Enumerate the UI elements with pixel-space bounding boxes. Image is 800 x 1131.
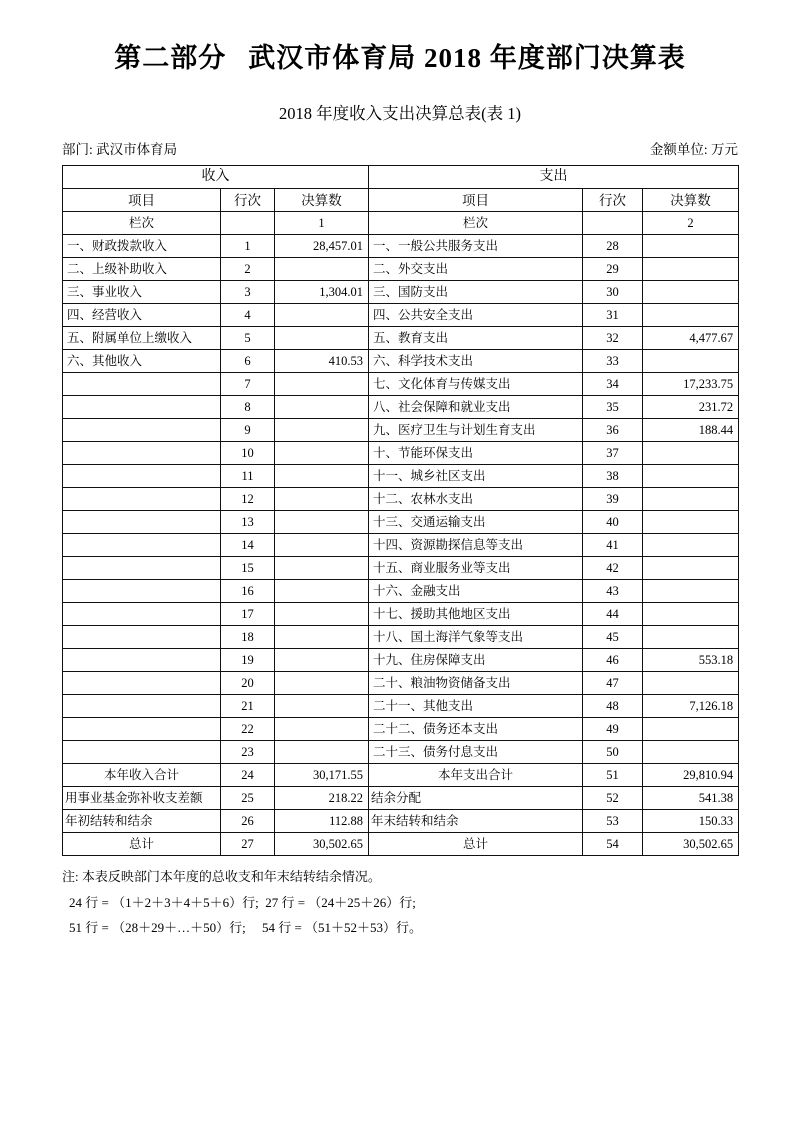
income-item-label: 六、其他收入 — [63, 350, 221, 373]
expense-amount: 188.44 — [643, 419, 739, 442]
expense-row-number: 30 — [583, 281, 643, 304]
expense-row-number: 37 — [583, 442, 643, 465]
income-row-number: 13 — [221, 511, 275, 534]
income-row-number: 2 — [221, 258, 275, 281]
document-title — [0, 0, 800, 74]
table-row — [63, 419, 739, 442]
expense-item-label: 五、教育支出 — [369, 327, 583, 350]
grand-total-amount-income: 30,502.65 — [275, 833, 369, 856]
ending-carryover-rownum: 53 — [583, 810, 643, 833]
income-item-label — [63, 465, 221, 488]
income-row-number: 22 — [221, 718, 275, 741]
table-column-header-row — [63, 189, 739, 212]
income-item-label: 四、经营收入 — [63, 304, 221, 327]
income-item-label — [63, 442, 221, 465]
fund-offset-label: 用事业基金弥补收支差额 — [63, 787, 221, 810]
income-item-label — [63, 580, 221, 603]
table-row — [63, 465, 739, 488]
grand-total-rownum-income: 27 — [221, 833, 275, 856]
table-row-carryover — [63, 810, 739, 833]
table-section-header-row — [63, 166, 739, 189]
income-item-label — [63, 603, 221, 626]
section-header-income: 收入 — [63, 166, 369, 189]
income-amount — [275, 465, 369, 488]
income-item-label — [63, 511, 221, 534]
income-amount — [275, 511, 369, 534]
grand-total-label-income: 总计 — [63, 833, 221, 856]
income-row-number: 10 — [221, 442, 275, 465]
note-line-3: 51 行 = （28＋29＋…＋50）行; 54 行 = （51＋52＋53）行。 — [69, 920, 423, 936]
income-item-label — [63, 557, 221, 580]
col-header-expense-item: 项目 — [369, 189, 583, 212]
fund-offset-rownum: 25 — [221, 787, 275, 810]
income-amount — [275, 580, 369, 603]
expense-row-number: 48 — [583, 695, 643, 718]
expense-item-label: 二十、粮油物资储备支出 — [369, 672, 583, 695]
expense-row-number: 44 — [583, 603, 643, 626]
income-row-number: 19 — [221, 649, 275, 672]
col-header-income-item: 项目 — [63, 189, 221, 212]
expense-item-label: 二、外交支出 — [369, 258, 583, 281]
income-amount — [275, 258, 369, 281]
expense-item-label: 二十一、其他支出 — [369, 695, 583, 718]
income-item-label — [63, 534, 221, 557]
expense-item-label: 七、文化体育与传媒支出 — [369, 373, 583, 396]
income-amount — [275, 626, 369, 649]
expense-amount — [643, 626, 739, 649]
income-amount — [275, 718, 369, 741]
income-amount: 410.53 — [275, 350, 369, 373]
income-amount: 1,304.01 — [275, 281, 369, 304]
income-item-label — [63, 626, 221, 649]
expense-item-label: 四、公共安全支出 — [369, 304, 583, 327]
expense-row-number: 36 — [583, 419, 643, 442]
expense-item-label: 十、节能环保支出 — [369, 442, 583, 465]
income-amount — [275, 741, 369, 764]
income-row-number: 16 — [221, 580, 275, 603]
lan-blank-expense — [583, 212, 643, 235]
income-item-label: 一、财政拨款收入 — [63, 235, 221, 258]
income-row-number: 1 — [221, 235, 275, 258]
expense-amount — [643, 442, 739, 465]
table-row — [63, 511, 739, 534]
col-header-income-rownum: 行次 — [221, 189, 275, 212]
table-row — [63, 672, 739, 695]
expense-row-number: 29 — [583, 258, 643, 281]
expense-amount — [643, 258, 739, 281]
expense-row-number: 42 — [583, 557, 643, 580]
income-amount — [275, 603, 369, 626]
expense-item-label: 十二、农林水支出 — [369, 488, 583, 511]
beginning-carryover-amount: 112.88 — [275, 810, 369, 833]
expense-amount — [643, 350, 739, 373]
expense-row-number: 41 — [583, 534, 643, 557]
fund-offset-amount: 218.22 — [275, 787, 369, 810]
table-row — [63, 603, 739, 626]
income-amount — [275, 695, 369, 718]
income-amount — [275, 373, 369, 396]
income-amount — [275, 304, 369, 327]
income-item-label: 三、事业收入 — [63, 281, 221, 304]
amount-unit-label: 金额单位: 万元 — [649, 142, 738, 158]
expense-total-label: 本年支出合计 — [369, 764, 583, 787]
table-row — [63, 281, 739, 304]
table-row — [63, 741, 739, 764]
expense-item-label: 八、社会保障和就业支出 — [369, 396, 583, 419]
income-row-number: 15 — [221, 557, 275, 580]
expense-row-number: 47 — [583, 672, 643, 695]
expense-row-number: 40 — [583, 511, 643, 534]
expense-amount: 7,126.18 — [643, 695, 739, 718]
expense-amount — [643, 534, 739, 557]
income-item-label — [63, 695, 221, 718]
income-total-amount: 30,171.55 — [275, 764, 369, 787]
income-item-label — [63, 396, 221, 419]
income-item-label — [63, 649, 221, 672]
expense-row-number: 32 — [583, 327, 643, 350]
expense-total-rownum: 51 — [583, 764, 643, 787]
expense-item-label: 二十二、债务还本支出 — [369, 718, 583, 741]
table-row — [63, 488, 739, 511]
lan-blank-income — [221, 212, 275, 235]
table-row — [63, 695, 739, 718]
income-row-number: 12 — [221, 488, 275, 511]
table-meta-row — [62, 124, 738, 158]
table-lan-row — [63, 212, 739, 235]
expense-row-number: 45 — [583, 626, 643, 649]
lan-label-income: 栏次 — [63, 212, 221, 235]
income-row-number: 6 — [221, 350, 275, 373]
expense-row-number: 33 — [583, 350, 643, 373]
expense-row-number: 43 — [583, 580, 643, 603]
table-notes — [62, 856, 738, 940]
income-item-label — [63, 718, 221, 741]
income-amount — [275, 419, 369, 442]
expense-item-label: 十一、城乡社区支出 — [369, 465, 583, 488]
income-item-label — [63, 419, 221, 442]
grand-total-label-expense: 总计 — [369, 833, 583, 856]
expense-item-label: 六、科学技术支出 — [369, 350, 583, 373]
expense-amount — [643, 718, 739, 741]
note-line-2: 24 行 = （1＋2＋3＋4＋5＋6）行; 27 行 = （24＋25＋26）行; — [69, 894, 416, 910]
table-row — [63, 327, 739, 350]
expense-amount — [643, 511, 739, 534]
income-amount — [275, 442, 369, 465]
col-header-expense-amount: 决算数 — [643, 189, 739, 212]
lan-number-income: 1 — [275, 212, 369, 235]
income-row-number: 23 — [221, 741, 275, 764]
table-row — [63, 580, 739, 603]
income-row-number: 3 — [221, 281, 275, 304]
expense-item-label: 九、医疗卫生与计划生育支出 — [369, 419, 583, 442]
table-row — [63, 350, 739, 373]
finance-table-wrapper — [62, 158, 738, 856]
expense-row-number: 31 — [583, 304, 643, 327]
beginning-carryover-rownum: 26 — [221, 810, 275, 833]
expense-row-number: 35 — [583, 396, 643, 419]
income-row-number: 8 — [221, 396, 275, 419]
lan-label-expense: 栏次 — [369, 212, 583, 235]
surplus-distribution-label: 结余分配 — [369, 787, 583, 810]
income-total-rownum: 24 — [221, 764, 275, 787]
income-row-number: 11 — [221, 465, 275, 488]
income-row-number: 20 — [221, 672, 275, 695]
income-row-number: 21 — [221, 695, 275, 718]
expense-amount — [643, 281, 739, 304]
expense-item-label: 一、一般公共服务支出 — [369, 235, 583, 258]
table-row — [63, 235, 739, 258]
expense-item-label: 十三、交通运输支出 — [369, 511, 583, 534]
note-line-1: 注: 本表反映部门本年度的总收支和年末结转结余情况。 — [62, 869, 381, 885]
table-row — [63, 442, 739, 465]
budget-final-accounts-table — [62, 165, 739, 856]
lan-number-expense: 2 — [643, 212, 739, 235]
expense-item-label: 十七、援助其他地区支出 — [369, 603, 583, 626]
expense-amount — [643, 672, 739, 695]
table-row — [63, 534, 739, 557]
income-amount — [275, 327, 369, 350]
expense-amount — [643, 235, 739, 258]
income-amount — [275, 672, 369, 695]
expense-amount — [643, 465, 739, 488]
ending-carryover-amount: 150.33 — [643, 810, 739, 833]
expense-item-label: 二十三、债务付息支出 — [369, 741, 583, 764]
department-label: 部门: 武汉市体育局 — [62, 142, 178, 158]
expense-amount: 553.18 — [643, 649, 739, 672]
table-row — [63, 373, 739, 396]
income-row-number: 14 — [221, 534, 275, 557]
income-amount — [275, 649, 369, 672]
expense-item-label: 十四、资源勘探信息等支出 — [369, 534, 583, 557]
income-row-number: 17 — [221, 603, 275, 626]
col-header-income-amount: 决算数 — [275, 189, 369, 212]
col-header-expense-rownum: 行次 — [583, 189, 643, 212]
income-item-label — [63, 488, 221, 511]
table-row — [63, 396, 739, 419]
table-row — [63, 649, 739, 672]
income-amount — [275, 534, 369, 557]
income-item-label — [63, 373, 221, 396]
expense-item-label: 十八、国土海洋气象等支出 — [369, 626, 583, 649]
expense-item-label: 十六、金融支出 — [369, 580, 583, 603]
table-row — [63, 304, 739, 327]
income-item-label — [63, 741, 221, 764]
income-item-label: 五、附属单位上缴收入 — [63, 327, 221, 350]
expense-total-amount: 29,810.94 — [643, 764, 739, 787]
expense-row-number: 46 — [583, 649, 643, 672]
surplus-distribution-rownum: 52 — [583, 787, 643, 810]
table-row-total-current-year — [63, 764, 739, 787]
income-item-label — [63, 672, 221, 695]
income-row-number: 18 — [221, 626, 275, 649]
expense-amount — [643, 603, 739, 626]
income-row-number: 9 — [221, 419, 275, 442]
expense-item-label: 三、国防支出 — [369, 281, 583, 304]
table-row-fund-offset — [63, 787, 739, 810]
income-row-number: 7 — [221, 373, 275, 396]
income-item-label: 二、上级补助收入 — [63, 258, 221, 281]
expense-item-label: 十九、住房保障支出 — [369, 649, 583, 672]
beginning-carryover-label: 年初结转和结余 — [63, 810, 221, 833]
grand-total-rownum-expense: 54 — [583, 833, 643, 856]
expense-row-number: 34 — [583, 373, 643, 396]
table-subtitle: 2018 年度收入支出决算总表(表 1) — [279, 104, 521, 124]
expense-amount — [643, 304, 739, 327]
expense-row-number: 49 — [583, 718, 643, 741]
table-row-grand-total — [63, 833, 739, 856]
expense-amount — [643, 580, 739, 603]
ending-carryover-label: 年末结转和结余 — [369, 810, 583, 833]
income-total-label: 本年收入合计 — [63, 764, 221, 787]
surplus-distribution-amount: 541.38 — [643, 787, 739, 810]
table-row — [63, 718, 739, 741]
expense-amount — [643, 488, 739, 511]
expense-amount: 17,233.75 — [643, 373, 739, 396]
income-row-number: 5 — [221, 327, 275, 350]
expense-amount: 4,477.67 — [643, 327, 739, 350]
expense-row-number: 28 — [583, 235, 643, 258]
table-row — [63, 626, 739, 649]
table-row — [63, 258, 739, 281]
expense-item-label: 十五、商业服务业等支出 — [369, 557, 583, 580]
expense-row-number: 50 — [583, 741, 643, 764]
table-row — [63, 557, 739, 580]
income-amount — [275, 557, 369, 580]
income-row-number: 4 — [221, 304, 275, 327]
income-amount — [275, 488, 369, 511]
expense-amount — [643, 741, 739, 764]
section-header-expense: 支出 — [369, 166, 739, 189]
income-amount: 28,457.01 — [275, 235, 369, 258]
income-amount — [275, 396, 369, 419]
expense-row-number: 39 — [583, 488, 643, 511]
document-title-part: 第二部分 — [114, 43, 227, 73]
grand-total-amount-expense: 30,502.65 — [643, 833, 739, 856]
expense-row-number: 38 — [583, 465, 643, 488]
document-title-main: 武汉市体育局 2018 年度部门决算表 — [248, 43, 686, 73]
expense-amount: 231.72 — [643, 396, 739, 419]
expense-amount — [643, 557, 739, 580]
